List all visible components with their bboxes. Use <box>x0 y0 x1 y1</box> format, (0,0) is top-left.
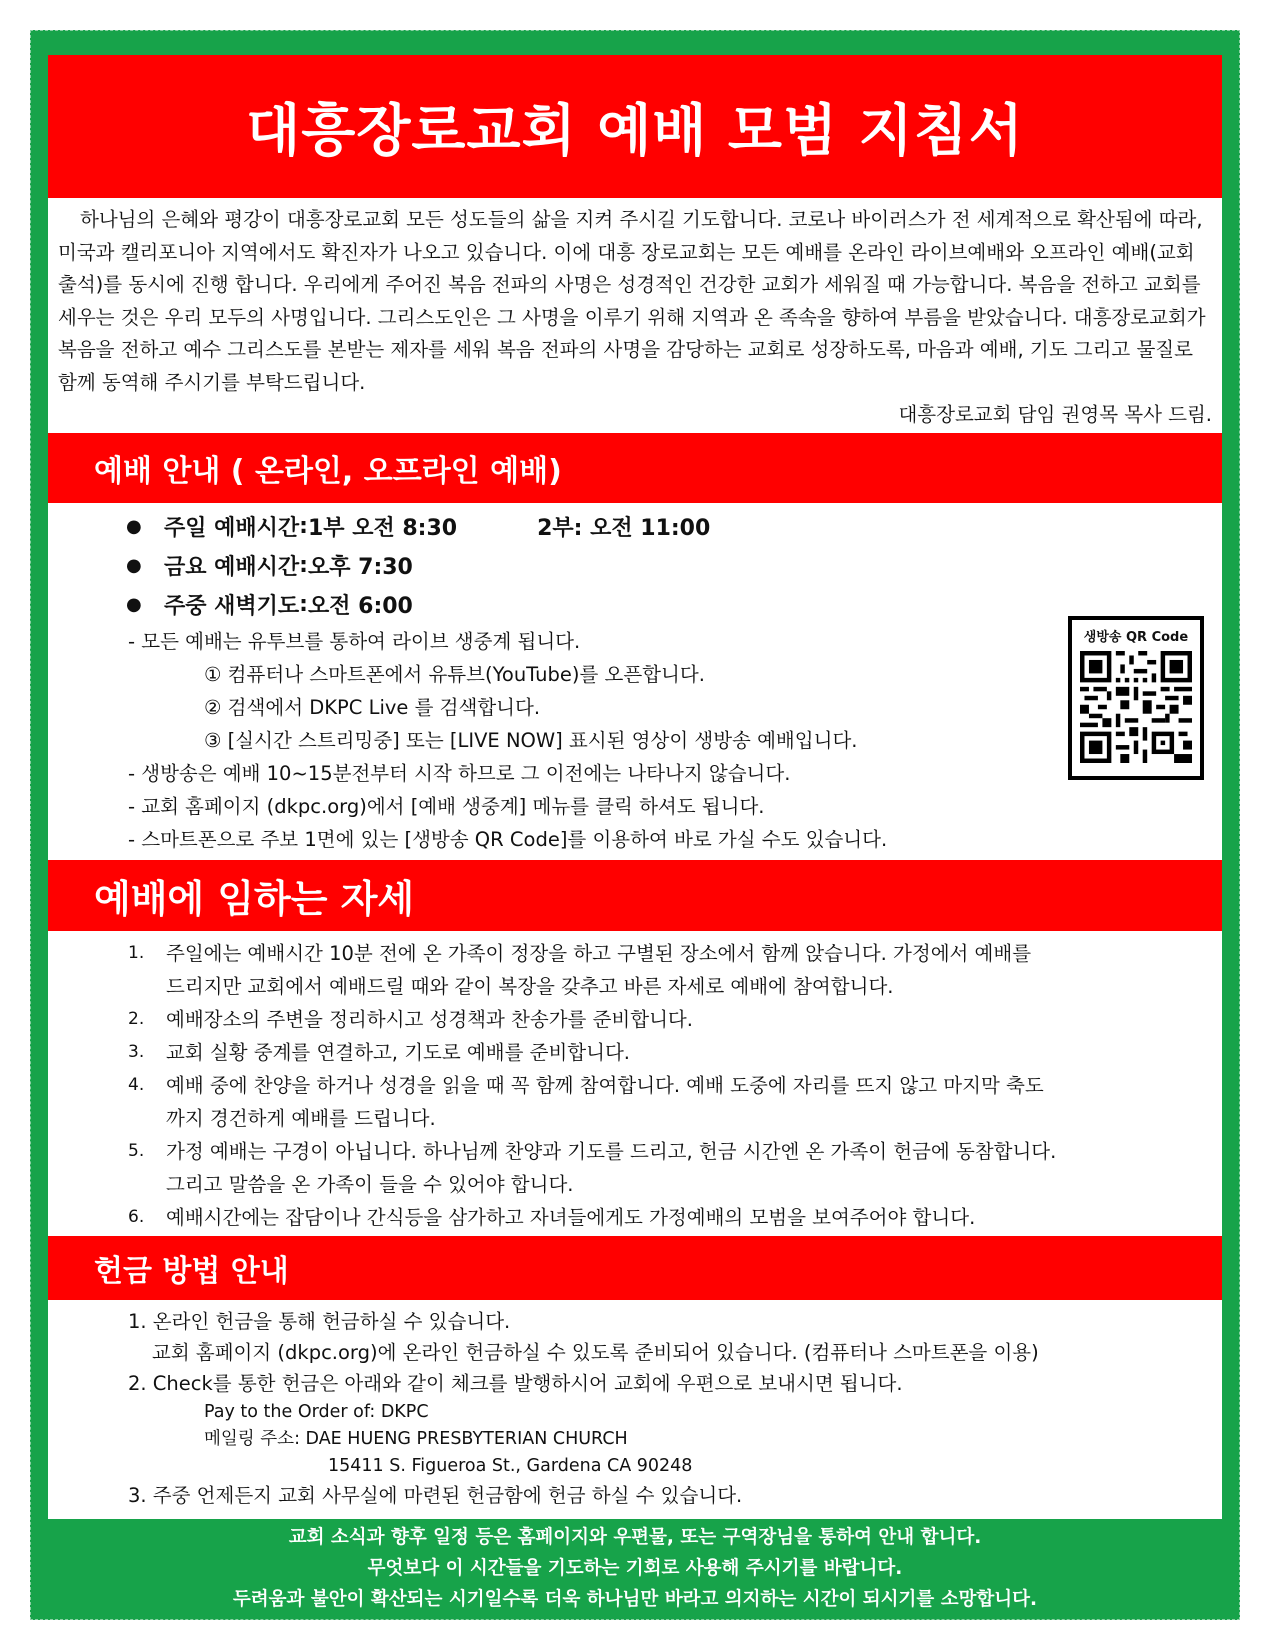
note-line: - 모든 예배는 유투브를 통하여 라이브 생중계 됩니다. <box>128 630 581 653</box>
bullet-icon: ● <box>126 516 142 537</box>
offering-panel <box>48 1300 1222 1519</box>
qr-label: 생방송 QR Code <box>1083 630 1189 645</box>
posture-section-heading: 예배에 임하는 자세 <box>48 860 1222 931</box>
worship-panel <box>48 503 1222 860</box>
item-text-cont: 까지 경건하게 예배를 드립니다. <box>166 1107 436 1130</box>
item-number: 3. <box>128 1042 145 1062</box>
service-time: 1부 오전 8:30 <box>307 516 458 541</box>
item-text: 예배장소의 주변을 정리하시고 성경책과 찬송가를 준비합니다. <box>166 1008 693 1031</box>
note-line: - 교회 홈페이지 (dkpc.org)에서 [예배 생중계] 메뉴를 클릭 하셔도 됩니다. <box>128 795 765 818</box>
note-step: ③ [실시간 스트리밍중] 또는 [LIVE NOW] 표시된 영상이 생방송 예배입니다. <box>204 729 858 752</box>
list-item <box>128 1003 1056 1036</box>
item-number: 4. <box>128 1075 145 1095</box>
note-line: - 스마트폰으로 주보 1면에 있는 [생방송 QR Code]를 이용하여 바로 가실 수도 있습니다. <box>128 828 888 851</box>
service-time: 오후 7:30 <box>307 555 413 580</box>
item-text-cont: 그리고 말씀을 온 가족이 들을 수 있어야 합니다. <box>166 1173 574 1196</box>
service-row <box>126 585 710 624</box>
posture-panel <box>48 931 1222 1236</box>
item-text: 예배 중에 찬양을 하거나 성경을 읽을 때 꼭 함께 참여합니다. 예배 도중에 자리를 뜨지 않고 마지막 축도 <box>166 1074 1044 1097</box>
pastor-signature: 대흥장로교회 담임 권영목 목사 드림. <box>898 403 1212 426</box>
footer-message <box>48 1519 1222 1620</box>
footer-line: 무엇보다 이 시간들을 기도하는 기회로 사용해 주시기를 바랍니다. <box>367 1558 903 1579</box>
list-item <box>128 1036 1056 1069</box>
payto-line: Pay to the Order of: DKPC <box>204 1402 429 1422</box>
service-row <box>126 546 710 585</box>
note-step: ① 컴퓨터나 스마트폰에서 유튜브(YouTube)를 오픈합니다. <box>204 663 705 686</box>
footer-line: 두려움과 불안이 확산되는 시기일수록 더욱 하나님만 바라고 의지하는 시간이 되시기를 소망합니다. <box>232 1589 1038 1610</box>
item-text: 교회 실황 중계를 연결하고, 기도로 예배를 준비합니다. <box>166 1041 631 1064</box>
service-separator: : <box>299 553 308 578</box>
livestream-qr-code[interactable] <box>1068 616 1204 780</box>
livestream-notes <box>128 625 887 856</box>
offering-line: 3. 주중 언제든지 교회 사무실에 마련된 헌금함에 헌금 하실 수 있습니다. <box>128 1484 743 1507</box>
offering-line: 교회 홈페이지 (dkpc.org)에 온라인 헌금하실 수 있도록 준비되어 있습니다. (컴퓨터나 스마트폰을 이용) <box>152 1341 1039 1364</box>
bullet-icon: ● <box>126 555 142 576</box>
footer-line: 교회 소식과 향후 일정 등은 홈페이지와 우편물, 또는 구역장님을 통하여 안내 합니다. <box>288 1527 982 1548</box>
page-title: 대흥장로교회 예배 모범 지침서 <box>48 55 1222 198</box>
offering-section-heading: 헌금 방법 안내 <box>48 1236 1222 1300</box>
item-text: 가정 예배는 구경이 아닙니다. 하나님께 찬양과 기도를 드리고, 헌금 시간엔 온 가족이 헌금에 동참합니다. <box>166 1140 1057 1163</box>
offering-line: 2. Check를 통한 헌금은 아래와 같이 체크를 발행하시어 교회에 우편으로 보내시면 됩니다. <box>128 1372 903 1395</box>
worship-section-heading: 예배 안내 ( 온라인, 오프라인 예배) <box>48 433 1222 503</box>
item-number: 1. <box>128 943 145 963</box>
item-number: 6. <box>128 1207 145 1227</box>
list-item <box>128 1135 1056 1201</box>
mailing-line: 메일링 주소: DAE HUENG PRESBYTERIAN CHURCH <box>204 1429 628 1449</box>
intro-text: 하나님의 은혜와 평강이 대흥장로교회 모든 성도들의 삶을 지켜 주시길 기도합니다. 코로나 바이러스가 전 세계적으로 확산됨에 따라, 미국과 캘리포니아 지역에서도 확진자가 나오고 있습니다. 이에 대흥 장로교회는 모든 예배를 온라인 라이브예배와 오프라인 예배(교회출석)를 동시에 진행 합니다. 우리에게 주어진 복음 전파의 사명은 성경적인 건강한 교회가 세워질 때 가능합니다. 복음을 전하고 교회를 세우는 것은 우리 모두의 사명입니다. 그리스도인은 그 사명을 이루기 위해 지역과 온 족속을 향하여 부름을 받았습니다. 대흥장로교회가 복음을 전하고 예수 그리스도를 본받는 제자를 세워 복음 전파의 사명을 감당하는 교회로 성장하도록, 마음과 예배, 기도 그리고 물질로 함께 동역해 주시기를 부탁드립니다. <box>58 208 1206 394</box>
list-item <box>128 937 1056 1003</box>
item-number: 5. <box>128 1141 145 1161</box>
service-times <box>126 507 710 624</box>
offering-line: 1. 온라인 헌금을 통해 헌금하실 수 있습니다. <box>128 1310 511 1333</box>
service-row <box>126 507 710 546</box>
intro-panel <box>48 198 1222 433</box>
qr-code-icon <box>1080 651 1192 763</box>
bullet-icon: ● <box>126 594 142 615</box>
posture-list <box>128 937 1056 1234</box>
offering-list <box>128 1306 1039 1511</box>
service-label: 금요 예배시간 <box>164 555 300 580</box>
note-line: - 생방송은 예배 10~15분전부터 시작 하므로 그 이전에는 나타나지 않습니다. <box>128 762 791 785</box>
item-text: 예배시간에는 잡담이나 간식등을 삼가하고 자녀들에게도 가정예배의 모범을 보여주어야 합니다. <box>166 1206 976 1229</box>
service-separator: : <box>299 592 308 617</box>
address-line: 15411 S. Figueroa St., Gardena CA 90248 <box>328 1456 693 1476</box>
item-text: 주일에는 예배시간 10분 전에 온 가족이 정장을 하고 구별된 장소에서 함께 앉습니다. 가정에서 예배를 <box>166 942 1032 965</box>
service-separator: : <box>299 514 308 539</box>
service-label: 주일 예배시간 <box>164 516 300 541</box>
service-label: 주중 새벽기도 <box>164 594 300 619</box>
item-number: 2. <box>128 1009 145 1029</box>
service-time: 오전 6:00 <box>307 594 413 619</box>
list-item <box>128 1069 1056 1135</box>
service-time-2: 2부: 오전 11:00 <box>537 516 711 541</box>
item-text-cont: 드리지만 교회에서 예배드릴 때와 같이 복장을 갖추고 바른 자세로 예배에 참여합니다. <box>166 975 894 998</box>
note-step: ② 검색에서 DKPC Live 를 검색합니다. <box>204 696 541 719</box>
list-item <box>128 1201 1056 1234</box>
